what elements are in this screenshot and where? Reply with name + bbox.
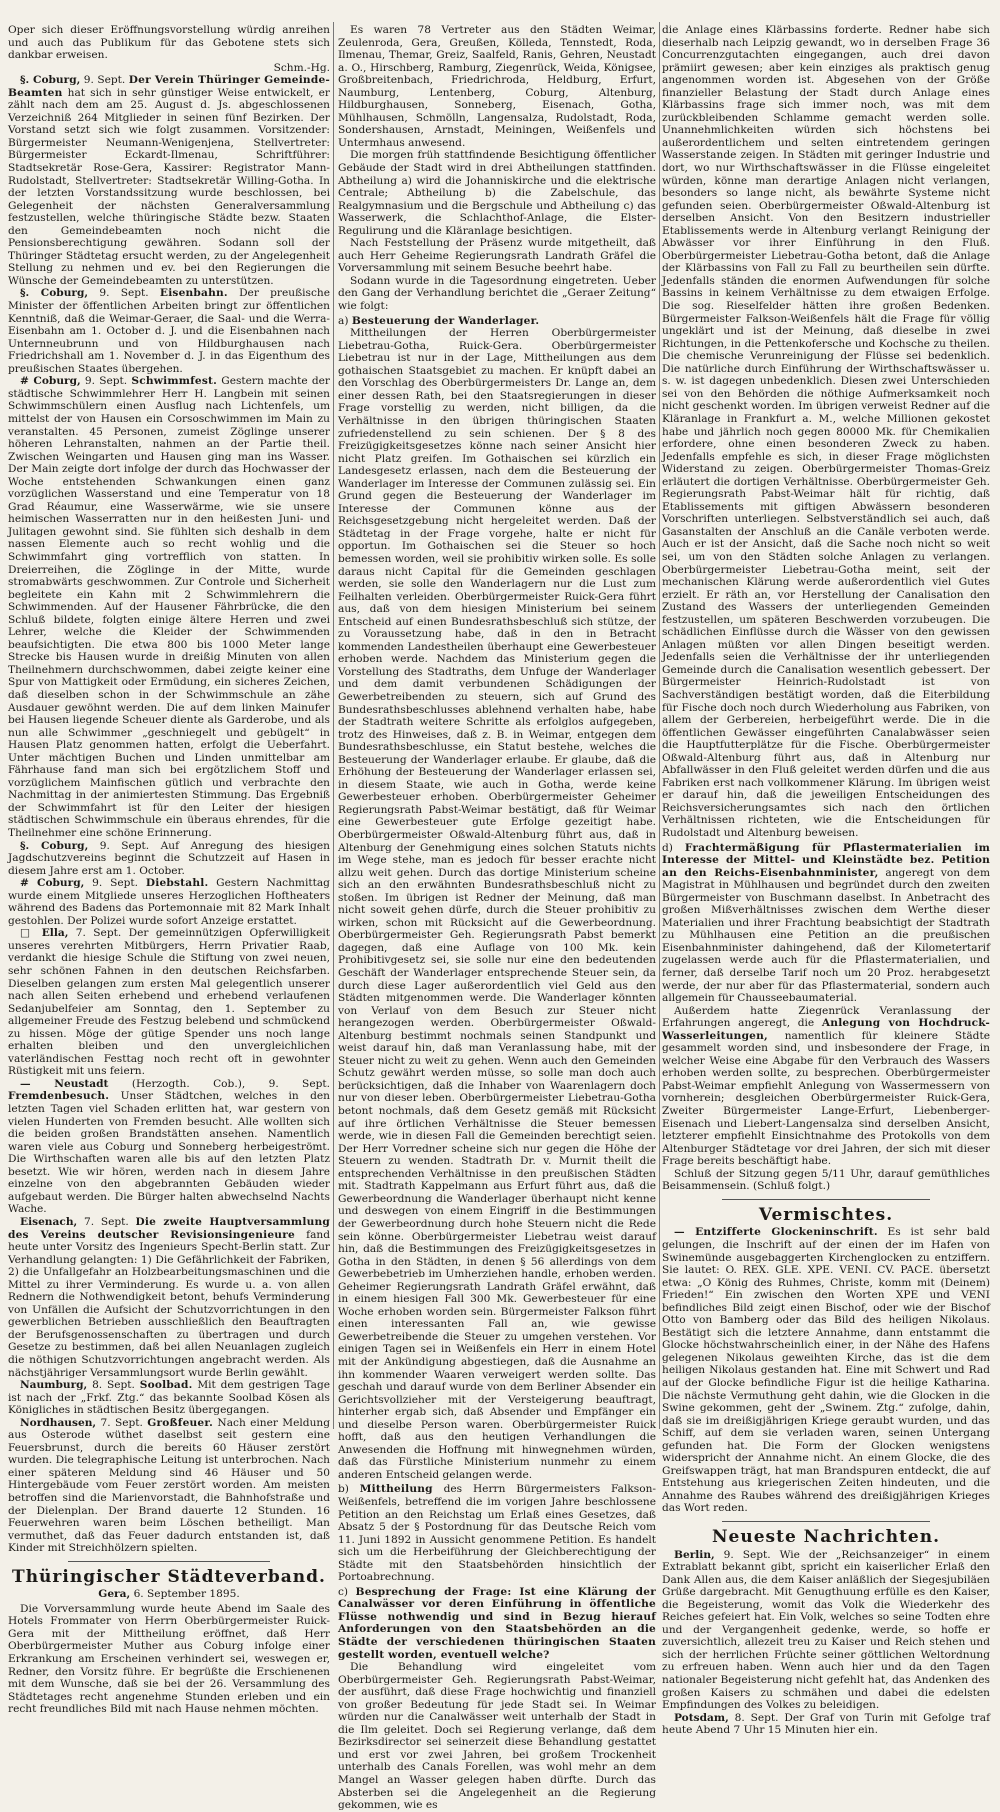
- agenda-item-d: d) Frachtermäßigung für Pflastermaterialien im Interesse der Mittel- und Kleinstädte bez. Petition an den Reichs-Eisenbahnminister, angeregt von dem Magistrat in Mühlhausen und begründet durch den zweiten Bürgermeister von Buschmann daselbst. In Anbetracht des großen Mißverhältnisses zwischen dem Werthe dieser Materialien und ihrer Frachtung beabsichtigt der Stadtrath zu Mühlhausen eine Petition an die preußischen Eisenbahnminister dahingehend, daß der Kilometertarif zugelassen werde auch für die Pflastermaterialien, und ferner, daß derselbe Tarif noch um 20 Proz. herabgesetzt werde, der nur aber für das Pflastermaterial, sondern auch allgemein für Chausseebaumaterial.: [662, 841, 990, 1005]
- news-item-coburg-diebstahl: # Coburg, 9. Sept. Diebstahl. Gestern Nachmittag wurde einem Mitgliede unseres Herzoglichen Hoftheaters während des Badens das Portemonnaie mit 82 Mark Inhalt gestohlen. Der Polizei wurde sofort Anzeige erstattet.: [8, 877, 330, 927]
- section-divider: [68, 1561, 270, 1562]
- dateline: Gera, 6. September 1895.: [98, 1588, 240, 1601]
- section-heading-vermischtes: Vermischtes.: [758, 1204, 894, 1225]
- column-rule: [333, 22, 334, 1429]
- news-item-naumburg: Naumburg, 8. Sept. Soolbad. Mit dem gestrigen Tage ist nach der „Frkf. Ztg.“ das bekannte Soolbad Kösen als Königliches in städtischen Besitz übergegangen.: [8, 1379, 330, 1417]
- agenda-item-c-heading: c) Besprechung der Frage: Ist eine Klärung der Canalwässer vor deren Einführung in öffentliche Flüsse nothwendig und sind in Bezug hierauf Anforderungen von den Staatsbehörden an die Städte der verschiedenen thüringischen Staaten gestellt worden, eventuell welche?: [338, 1585, 656, 1661]
- news-item-coburg-verein: §. Coburg, 9. Sept. Der Verein Thüringer Gemeinde-Beamten hat sich in sehr günstiger Weise entwickelt, er zählt nach dem am 25. August d. Js. abgeschlossenen Verzeichniß 264 Mitglieder in seinen fünf Bezirken. Der Vorstand setzt sich wie folgt zusammen. Vorsitzender: Bürgermeister Neumann-Wenigenjena, Stellvertreter: Bürgermeister Eckardt-Ilmenau, Schriftführer: Stadtsekretär Rose-Gera, Kassirer: Registrator Mann-Rudolstadt, Stellvertreter: Stadtsekretär Willing-Gotha. In der letzten Vorstandssitzung wurde beschlossen, bei Gelegenheit der nächsten Generalversammlung festzustellen, welche thüringische Städte bezw. Staaten den Gemeindebeamten noch nicht die Pensionsberechtigung gewähren. Sodann soll der Thüringer Städtetag ersucht werden, zu der Angelegenheit Stellung zu nehmen und ev. bei den Regierungen die Wünsche der Gemeindebeamten zu unterstützen.: [8, 74, 331, 287]
- report-intro: Die Vorversammlung wurde heute Abend im Saale des Hotels Frommater von Herrn Oberbürgermeister Ruick-Gera mit der Mittheilung eröffnet, daß Herr Oberbürgermeister Muther aus Coburg infolge einer Erkrankung am Erscheinen verhindert sei, weswegen er, Redner, den Vorsitz führe. Er begrüßte die Erschienenen mit dem Wunsche, daß sie bei der 26. Versammlung des Städtetages recht angenehme Stunden erleben und ein recht freundliches Bild mit nach Hause nehmen möchten.: [8, 1602, 330, 1716]
- report-attendance: Es waren 78 Vertreter aus den Städten Weimar, Zeulenroda, Gera, Greußen, Kölleda, Tennstedt, Roda, Ilmenau, Themar, Greiz, Saalfeld, Ranis, Gehren, Neustadt a. O., Hirschberg, Ramburg, Ziegenrück, Weida, Königsee, Großbreitenbach, Friedrichroda, Heldburg, Erfurt, Naumburg, Lentenberg, Coburg, Altenburg, Hildburghausen, Sonneberg, Eisenach, Gotha, Mühlhausen, Schmölln, Langensalza, Rudolstadt, Roda, Sondershausen, Arnstadt, Meiningen, Weißenfels und Untermhaus anwesend.: [338, 24, 656, 149]
- news-item-berlin: Berlin, 9. Sept. Wie der „Reichsanzeiger“ in einem Extrablatt bekannt gibt, spricht ein kaiserlicher Erlaß den Dank Allen aus, die dem Kaiser anläßlich der Siegesjubiläen Grüße dargebracht. Mit Genugthuung erfülle es den Kaiser, die Begeisterung, womit das Volk die Wiederkehr des Reiches gefeiert hat. Ein Volk, welches so seine Todten ehre und der Vergangenheit gedenke, werde, so hoffe er zuversichtlich, allezeit treu zu Kaiser und Reich stehen und sich der herrlichen Früchte seiner göttlichen Weltordnung zu erfreuen haben. Wenn auch hier und da den Tagen nationaler Begeisterung nicht gefehlt hat, das Andenken des großen Kaisers zu schmähen und dabei die edelsten Empfindungen des Volkes zu beleidigen.: [662, 1548, 990, 1712]
- news-item-glockeninschrift: — Entzifferte Glockeninschrift. Es ist sehr bald gelungen, die Inschrift auf der einen der im Hafen von Swinemünde ausgebaggerten Kirchenglocken zu entziffern. Sie lautet: O. REX. GLE. XPE. VENI. CV. PACE. übersetzt etwa: „O König des Ruhmes, Christe, komm mit (Deinem) Frieden!“ Ein zwischen den Worten XPE und VENI befindliches Bild zeigt einen Bischof, oder wie der Bischof Otto von Bamberg oder das Bild des heiligen Nikolaus. Bestätigt sich die letztere Annahme, dann entstammt die Glocke höchstwahrscheinlich einer, in der Nähe des Hafens gelegenen Nikolaus geweihten Kirche, das ist die dem heiligen Nikolaus gestanden hat. Eine mit Schwert und Rad auf der Glocke befindliche Figur ist die heilige Katharina. Die nächste Vermuthung geht dahin, wie die Glocken in die Swine gekommen, geht der „Swinem. Ztg.“ zufolge, dahin, daß sie im dreißigjährigen Kriege geraubt wurden, und das Schiff, auf dem sie verladen waren, seinen Untergang gefunden hat. Die Form der Glocken wenigstens widerspricht der Annahme nicht. An einem Glocke, die des Greifswappen trägt, hat man Brandspuren entdeckt, die auf Entstehung aus kriegerischen Zeiten hindeuten, und die Annahme des Raubes während des dreißigjährigen Krieges das Wort reden.: [662, 1226, 991, 1515]
- news-item-potsdam: Potsdam, 8. Sept. Der Graf von Turin mit Gefolge traf heute Abend 7 Uhr 15 Minuten hier ein.: [662, 1711, 990, 1737]
- news-item-neustadt: — Neustadt (Herzogth. Cob.), 9. Sept. Fremdenbesuch. Unser Städtchen, welches in den letzten Tagen viel Schaden erlitten hat, war gestern von vielen Hunderten von Fremden besucht. Alle wollten sich die beiden großen Brandstätten ansehen. Namentlich waren viele aus Coburg und Sonneberg herbeigeströmt. Die Wirthschaften waren alle bis auf den letzten Platz besetzt. Wie wir hören, werden nach in diesem Jahre einzelne von den abgebrannten Gebäuden wieder aufgebaut werden. Die Bürger halten abwechselnd Nachts Wache.: [8, 1077, 330, 1216]
- agenda-item-b: b) Mittheilung des Herrn Bürgermeisters Falkson-Weißenfels, betreffend die im vorigen Jahre beschlossene Petition an den Reichstag um Erlaß eines Gesetzes, daß Absatz 5 der § Postordnung für das Deutsche Reich vom 11. Juni 1892 in Aussicht genommene Petition. Es handelt sich um die Herbeiführung der Gleichberechtigung der Städte mit den Staatsbehörden hinsichtlich der Portoabrechnung.: [338, 1483, 656, 1584]
- agenda-item-a-heading: a) Besteuerung der Wanderlager.: [338, 314, 540, 327]
- article-continuation: Oper sich dieser Eröffnungsvorstellung würdig anreihen und auch das Publikum für das Gebotene stets sich dankbar erweisen.: [8, 24, 330, 62]
- section-heading-neueste-nachrichten: Neueste Nachrichten.: [711, 1526, 941, 1547]
- author-signature: Schm.-Hg.: [273, 61, 330, 74]
- news-item-eisenach: Eisenach, 7. Sept. Die zweite Hauptversammlung des Vereins deutscher Revisionsingenieure fand heute unter Vorsitz des Ingenieurs Specht-Berlin statt. Zur Verhandlung gelangten: 1) Die Gefährlichkeit der Fabriken, 2) die Unfallgefahr an Holzbearbeitungsmaschinen und die Mittel zu ihrer Verminderung. Es wurde u. a. von allen Rednern die Nothwendigkeit betont, behufs Verminderung von Unfällen die Aufsicht der Schutzvorrichtungen in den gewerblichen Betrieben ausschließlich den Beauftragten der Berufsgenossenschaften zu übertragen und durch Gesetze zu bestimmen, daß bei allen Neuanlagen zugleich die nöthigen Schutzvorrichtungen angebracht werden. Als nächstjähriger Versammlungsort wurde Berlin gewählt.: [8, 1215, 330, 1379]
- session-close: Schluß der Sitzung gegen 5/11 Uhr, darauf gemüthliches Beisammensein. (Schluß folgt.): [662, 1167, 990, 1193]
- column-rule: [659, 22, 660, 1429]
- column-middle: [338, 24, 656, 1812]
- agenda-item-c-text: Die Behandlung wird eingeleitet vom Oberbürgermeister Geh. Regierungsrath Pabst-Weimar, der ausführt, daß diese Frage hochwichtig und finanziell von großer Bedeutung für jede Stadt sei. In Weimar würden nur die Canalwässer weit unterhalb der Stadt in die Ilm geleitet. Doch sei Regierung verlange, daß dem Bezirksdirector sei seinerzeit diese Behandlung gestattet und erst vor zwei Jahren, bei großem Trockenheit unterhalb des Canals Forellen, was wohl mehr an dem Mangel an Wasser gelegen haben dürfte. Durch das Absterben sei die Angelegenheit an die Regierung gekommen, wie es: [338, 1661, 656, 1812]
- section-heading-staedteverband: Thüringischer Städteverband.: [12, 1566, 326, 1587]
- news-item-nordhausen: Nordhausen, 7. Sept. Großfeuer. Nach einer Meldung aus Osterode wüthet daselbst seit gestern eine Feuersbrunst, durch die bereits 60 Häuser zerstört wurden. Die telegraphische Leitung ist unterbrochen. Nach einer späteren Meldung sind 46 Häuser und 50 Hintergebäude vom Feuer zerstört worden. Am meisten betroffen sind die Marienvorstadt, die Bahnhofstraße und der Dielenplan. Der Brand dauerte 12 Stunden. 16 Feuerwehren waren beim Löschen betheiligt. Man vermuthet, daß das Feuer dadurch entstanden ist, daß Kinder mit Streichhölzern spielten.: [8, 1416, 331, 1555]
- news-item-coburg-eisenbahn: §. Coburg, 9. Sept. Eisenbahn. Der preußische Minister der öffentlichen Arbeiten bringt zur öffentlichen Kenntniß, daß die Weimar-Geraer, die Saal- und die Werra-Eisenbahn am 1. October d. J. und die Eisenbahnen nach Unternneubrunn und von Hildburghausen nach Friedrichshall am 1. November d. J. in das Eigenthum des preußischen Staates übergehen.: [8, 287, 331, 375]
- news-item-coburg-schwimmfest: # Coburg, 9. Sept. Schwimmfest. Gestern machte der städtische Schwimmlehrer Herr H. Langbein mit seinen Schwimmschülern einen Ausflug nach Lichtenfels, um mittelst der von Hausen ein Corsoschwimmen im Main zu veranstalten. 45 Personen, zumeist Zöglinge unserer höheren Lehranstalten, nahmen an der Partie theil. Zwischen Weingarten und Hausen ging man ins Wasser. Der Main zeigte dort infolge der durch das Hochwasser der Woche entstehenden Schwankungen einen ganz vorzüglichen Wasserstand und eine Temperatur von 18 Grad Réaumur, eine Wasserwärme, wie sie unsere heimischen Wasserratten nur in den heißesten Juni- und Julitagen gewohnt sind. Sie fühlten sich deshalb in dem nassen Elemente auch so recht wohlig und die Schwimmfahrt ging vortrefflich von statten. In Dreierreihen, die Zöglinge in der Mitte, wurde stromabwärts geschwommen. Zur Controle und Sicherheit begleitete ein Kahn mit 2 Schwimmlehrern die Schwimmenden. Auf der Hausener Fährbrücke, die den Schluß bildete, folgten einige ältere Herren und zwei Lehrer, welche die Kleider der Schwimmenden beaufsichtigten. Die etwa 800 bis 1000 Meter lange Strecke bis Hausen wurde in dreißig Minuten von allen Theilnehmern durchschwommen, dabei zeigte keiner eine Spur von Mattigkeit oder Ermüdung, ein sicheres Zeichen, daß dieselben schon in der Schwimmschule an zähe Ausdauer gewöhnt werden. Die auf dem linken Mainufer bei Hausen liegende Scheuer diente als Garderobe, und als nun alle Schwimmer „geschniegelt und gebügelt“ in Hausen Platz genommen hatten, erfolgt die Ueberfahrt. Unter mächtigen Buchen und Linden unmittelbar am Fährhause fand man sich bei ergötzlichem Stoff und vorzüglichem Mainfischen gütlich und verbrachte den Nachmittag in der animiertesten Stimmung. Das Ergebniß der Schwimmfahrt ist für den Leiter der hiesigen städtischen Schwimmschule ein überaus ehrendes, für die Theilnehmer eine schöne Erinnerung.: [8, 375, 330, 839]
- agenda-item-wasserleitung: Außerdem hatte Ziegenrück Veranlassung der Erfahrungen angeregt, die Anlegung von Hochdruck-Wasserleitungen, namentlich für kleinere Städte gesammelt worden sind, und insbesondere der Frage, in welcher Weise eine Abgabe für den Verbrauch des Wassers erhoben werden sollte, zu besprechen. Oberbürgermeister Pabst-Weimar empfiehlt Anlegung von Wassermessern von vornherein; desgleichen Oberbürgermeister Ruick-Gera, Zweiter Bürgermeister Lange-Erfurt, Liebenberger-Eisenach und Liebert-Langensalza sind derselben Ansicht, letzterer empfiehlt Einsichtnahme des Protokolls von dem Altenburger Städtetage vor drei Jahren, der sich mit dieser Frage bereits beschäftigt habe.: [662, 1004, 990, 1168]
- report-presence: Nach Feststellung der Präsenz wurde mitgetheilt, daß auch Herr Geheime Regierungsrath Landrath Gräfel die Vorversammlung mit seinem Besuche beehrt habe.: [338, 237, 656, 275]
- news-item-ella: □ Ella, 7. Sept. Der gemeinnützigen Opferwilligkeit unseres verehrten Mitbürgers, Herrn Privatier Raab, verdankt die hiesige Schule die Stiftung von zwei neuen, sehr schönen Fahnen in den deutschen Reichsfarben. Dieselben gelangen zum ersten Mal gelegentlich unserer nach allen Seiten erhebend und erhebend verlaufenen Sedanjubelfeier am Sonntag, den 1. September zu allgemeiner Freude des Festzug belebend und schmückend zu hissen. Möge der gütige Spender uns noch lange erhalten bleiben und den unvergleichlichen vaterländischen Festtag noch recht oft in gewohnter Rüstigkeit mit uns feiern.: [8, 927, 330, 1078]
- section-divider: [722, 1199, 930, 1200]
- column-right: [662, 24, 991, 1737]
- news-item-coburg-jagd: §. Coburg, 9. Sept. Auf Anregung des hiesigen Jagdschutzvereins beginnt die Schutzzeit auf Hasen in diesem Jahre erst am 1. October.: [8, 839, 330, 877]
- agenda-item-a-text: Mittheilungen der Herren Oberbürgermeister Liebetrau-Gotha, Ruick-Gera. Oberbürgermeister Liebetrau ist nur in der Lage, Mittheilungen aus dem gothaischen Staatsgebiet zu machen. Er knüpft dabei an den Vorschlag des Oberbürgermeisters Dr. Lange an, dem einer dessen Rath, bei den Staatsregierungen in dieser Frage vorstellig zu werden, nicht billigen, da die Verhältnisse in den übrigen thüringischen Staaten zufriedenstellend zu sein schienen. Der § 8 des Freizügigkeitsgesetzes könne nach seiner Ansicht hier nicht Platz greifen. Im Gothaischen sei kürzlich ein Landesgesetz erlassen, nach dem die Besteuerung der Wanderlager im Interesse der Communen zulässig sei. Ein Grund gegen die Besteuerung der Wanderlager im Interesse der Communen könne aus der Reichsgesetzgebung nicht hergeleitet werden. Daß der Städtetag in der Frage vorgehe, halte er nicht für opportun. Im Gothaischen sei die Steuer so hoch bemessen worden, weil sie prohibitiv wirken solle. Es solle daraus nicht Capital für die Gemeinden geschlagen werden, sie solle den Wanderlagern nur die Lust zum Feilhalten verleiden. Oberbürgermeister Ruick-Gera führt aus, daß von dem hiesigen Ministerium bei seinem Entscheid auf einen Bundesrathsbeschluß sich stütze, der zu Voraussetzung habe, daß in den in Betracht kommenden Landestheilen überhaupt eine Gewerbesteuer erhoben werde. Nachdem das Ministerium gegen die Vorstellung des Stadtraths, dem Unfuge der Wanderlager und dem damit verbundenen Schädigungen der Gewerbetreibenden zu steuern, sich auf Grund des Bundesrathsbeschlusses ablehnend verhalten habe, habe der Stadtrath weitere Schritte als erfolglos aufgegeben, trotz des Hinweises, daß z. B. in Weimar, entgegen dem Bundesrathsbeschlusse, ein Statut bestehe, welches die Besteuerung der Wanderlager erlaube. Er glaube, daß die Erhöhung der Besteuerung der Wanderlager erlassen sei, in diesem Staate, wie auch in Gotha, werde keine Gewerbesteuer erhoben. Oberbürgermeister Geheimer Regierungsrath Pabst-Weimar bestätigt, daß für Weimar eine Gewerbesteuer gute Erfolge gezeitigt habe. Oberbürgermeister Oßwald-Altenburg führt aus, daß in Altenburg der Genehmigung eines solchen Statuts nichts im Wege stehe, man es jedoch für besser erachte nicht allzu weit gehen. Durch das dortige Ministerium scheine sich an den erwähnten Bundesrathsbeschluß nicht zu stoßen. Im übrigen ist Redner der Meinung, daß man nicht soweit gehen dürfe, durch die Steuer prohibitiv zu wirken, schon mit Rücksicht auf die Gewerbeordnung. Oberbürgermeister Geh. Regierungsrath Pabst bemerkt dagegen, daß eine Auflage von 100 Mk. kein Prohibitivgesetz sei, sie solle nur eine den bedeutenden Geschäft der Wanderlager entsprechende Steuer sein, da durch diese Lager außerordentlich viel Geld aus den Städten mitgenommen werde. Die Wanderlager könnten von Verlauf von dem Besuch zur Steuer nicht herangezogen werden. Oberbürgermeister Oßwald-Altenburg bestimmt nochmals seinen Standpunkt und weist darauf hin, daß man Veranlassung habe, mit der Steuer nicht zu weit zu gehen. Wenn auch den Gemeinden Schutz gewährt werden müsse, so solle man doch auch berücksichtigen, daß die Inhaber von Waarenlagern doch nur von dieser leben. Oberbürgermeister Liebetrau-Gotha betont nochmals, daß dem Gesetz gemäß mit Rücksicht auf ihre örtlichen Verhältnisse die Steuer bemessen werde, wie in diesen Fall die Gemeinden berechtigt seien. Der Herr Vorredner scheine sich nur gegen die Höhe der Steuern zu wenden. Stadtrath Dr. v. Murnit theilt die entsprechenden Verhältnisse in den preußischen Städten mit. Stadtrath Kappelmann aus Erfurt führt aus, daß die Gewerbeordnung die Wanderlager überhaupt nicht kenne und deswegen von einem Eingriff in die Bestimmungen der Gewerbeordnung durch hohe Steuern nicht die Rede sein könne. Oberbürgermeister Liebetrau weist darauf hin, daß die Bestimmungen des Freizügigkeitsgesetzes in Gotha in den Städten, in denen § 56 allerdings von dem Gewerbebetrieb im Umherziehen handle, erhoben werden. Geheimer Regierungsrath Landrath Gräfel erwähnt, daß in einem hiesigen Fall 300 Mk. Gewerbesteuer für eine Woche erhoben worden sein. Bürgermeister Falkson führt einen interessanten Fall an, wie gewisse Gewerbetreibende die Steuer zu umgehen verstehen. Vor einigen Tagen sei in Weißenfels ein Herr in einem Hotel mit der Ankündigung abgestiegen, daß die Ausnahme an ihn kommender Waaren verweigert werden sollte. Das geschah und darauf wurde von dem Berliner Absender ein Gerichtsvollzieher mit der Versteigerung beauftragt, hinterher ergab sich, daß Absender und Empfänger ein und dieselbe Person waren. Oberbürgermeister Ruick hofft, daß aus den heutigen Verhandlungen die Anwesenden die Hoffnung mit hinwegnehmen würden, daß das Fürstliche Ministerium nunmehr zu einem anderen Entscheid gelangen werde.: [338, 327, 656, 1481]
- column-left: [8, 24, 331, 1716]
- report-inspection: Die morgen früh stattfindende Besichtigung öffentlicher Gebäude der Stadt wird in drei Abtheilungen stattfinden. Abtheilung a) wird die Johanniskirche und die elektrische Centrale; Abtheilung b) die Zabelschule, das Realgymnasium und die Bergschule und Abtheilung c) das Wasserwerk, die Schlachthof-Anlage, die Elster-Regulirung und die Kläranlage besichtigen.: [338, 149, 656, 237]
- agenda-item-c-continuation: die Anlage eines Klärbassins forderte. Redner habe sich dieserhalb nach Leipzig gewandt, wo in derselben Frage 36 Concurrenzgutachten eingegangen, auch drei davon prämiirt gewesen; aber kein einziges als praktisch genug angenommen worden ist. Abgesehen von der Größe finanzieller Belastung der Stadt durch Anlage eines Klärbassins frage sich immer noch, was mit dem zurückbleibenden Schlamme gemacht werden solle. Unannehmlichkeiten würden sich höchstens bei außerordentlichem und selten eintretendem geringen Wasserstande zeigen. In Städten mit geringer Industrie und dort, wo nur Wirthschaftswässer in die Flüsse eingeleitet würden, könne man derartige Anlagen nicht verlangen, besonders so lange nicht, als bewährte Systeme nicht gefunden seien. Oberbürgermeister Oßwald-Altenburg ist derselben Ansicht. Von den Besitzern industrieller Etablissements werde in Altenburg verlangt Reinigung der Abwässer vor ihrer Einführung in den Fluß. Oberbürgermeister Liebetrau-Gotha betont, daß die Anlage der Klärbassins von Fall zu Fall zu beurtheilen sein dürfte. Jedenfalls ständen die enormen Aufwendungen für solche Bassins in keinem Verhältnisse zu dem etwaigen Erfolge. Die sog. Rieselfelder hätten ihre großen Bedenken. Bürgermeister Falkson-Weißenfels hält die Frage für völlig ungeklärt und ist der Meinung, daß dieselbe in zwei Richtungen, in die Pettenkofersche und Kochsche zu theilen. Die chemische Verunreinigung der Flüsse sei bedenklich. Die natürliche durch Einführung der Wirthschaftswässer u. s. w. ist dagegen unbedenklich. Diesen zwei Unterschieden sei von den Behörden die nöthige Aufmerksamkeit noch nicht geschenkt worden. Im übrigen verweist Redner auf die Kläranlage in Frankfurt a. M., welche Millionen gekostet habe und jährlich noch gegen 80000 Mk. für Chemikalien erfordere, ohne einen besonderen Zweck zu haben. Jedenfalls empfehle es sich, in dieser Frage möglichsten Widerstand zu zeigen. Oberbürgermeister Thomas-Greiz erläutert die dortigen Verhältnisse. Oberbürgermeister Geh. Regierungsrath Pabst-Weimar hält für richtig, daß Etablissements mit giftigen Abwässern besonderen Vorschriften unterliegen. Selbstverständlich sei auch, daß Gasanstalten der Anschluß an die Canäle verboten werde. Auch er ist der Ansicht, daß die Sache noch nicht so weit sei, um von den Städten solche Anlagen zu verlangen. Oberbürgermeister Liebetrau-Gotha meint, seit der mechanischen Klärung werde außerordentlich viel Gutes erzielt. Er räth an, vor Herstellung der Canalisation den Zustand des Wassers der unterliegenden Gemeinden festzustellen, um späteren Beschwerden vorzubeugen. Die schädlichen Einflüsse durch die Wässer von den gewissen Anlagen müßten vor allen Dingen beseitigt werden. Jedenfalls seien die Verhältnisse der ihr unterliegenden Gemeinde durch die Canalisation wesentlich gebessert. Der Bürgermeister Heinrich-Rudolstadt ist von Sachverständigen bestätigt worden, daß die Eiterbildung für Fische doch noch durch Wiederholung aus Fabriken, von allem der Gerbereien, herbeigeführt werde. Die in die öffentlichen Gewässer eingeführten Canalabwässer seien die Hauptfutterplätze für die Fische. Oberbürgermeister Oßwald-Altenburg führt aus, daß in Altenburg nur Abfallwässer in den Fluß geleitet werden dürfen und die aus Fabriken erst nach vollkommener Klärung. Im übrigen weist er darauf hin, daß die jeweiligen Entscheidungen des Reichsversicherungsamtes sich nach den örtlichen Verhältnissen richteten, wie die Entscheidungen für Rudolstadt und Altenburg beweisen.: [662, 24, 990, 839]
- section-divider: [722, 1521, 930, 1522]
- report-agenda: Sodann wurde in die Tagesordnung eingetreten. Ueber den Gang der Verhandlung berichtet die „Geraer Zeitung“ wie folgt:: [338, 274, 656, 313]
